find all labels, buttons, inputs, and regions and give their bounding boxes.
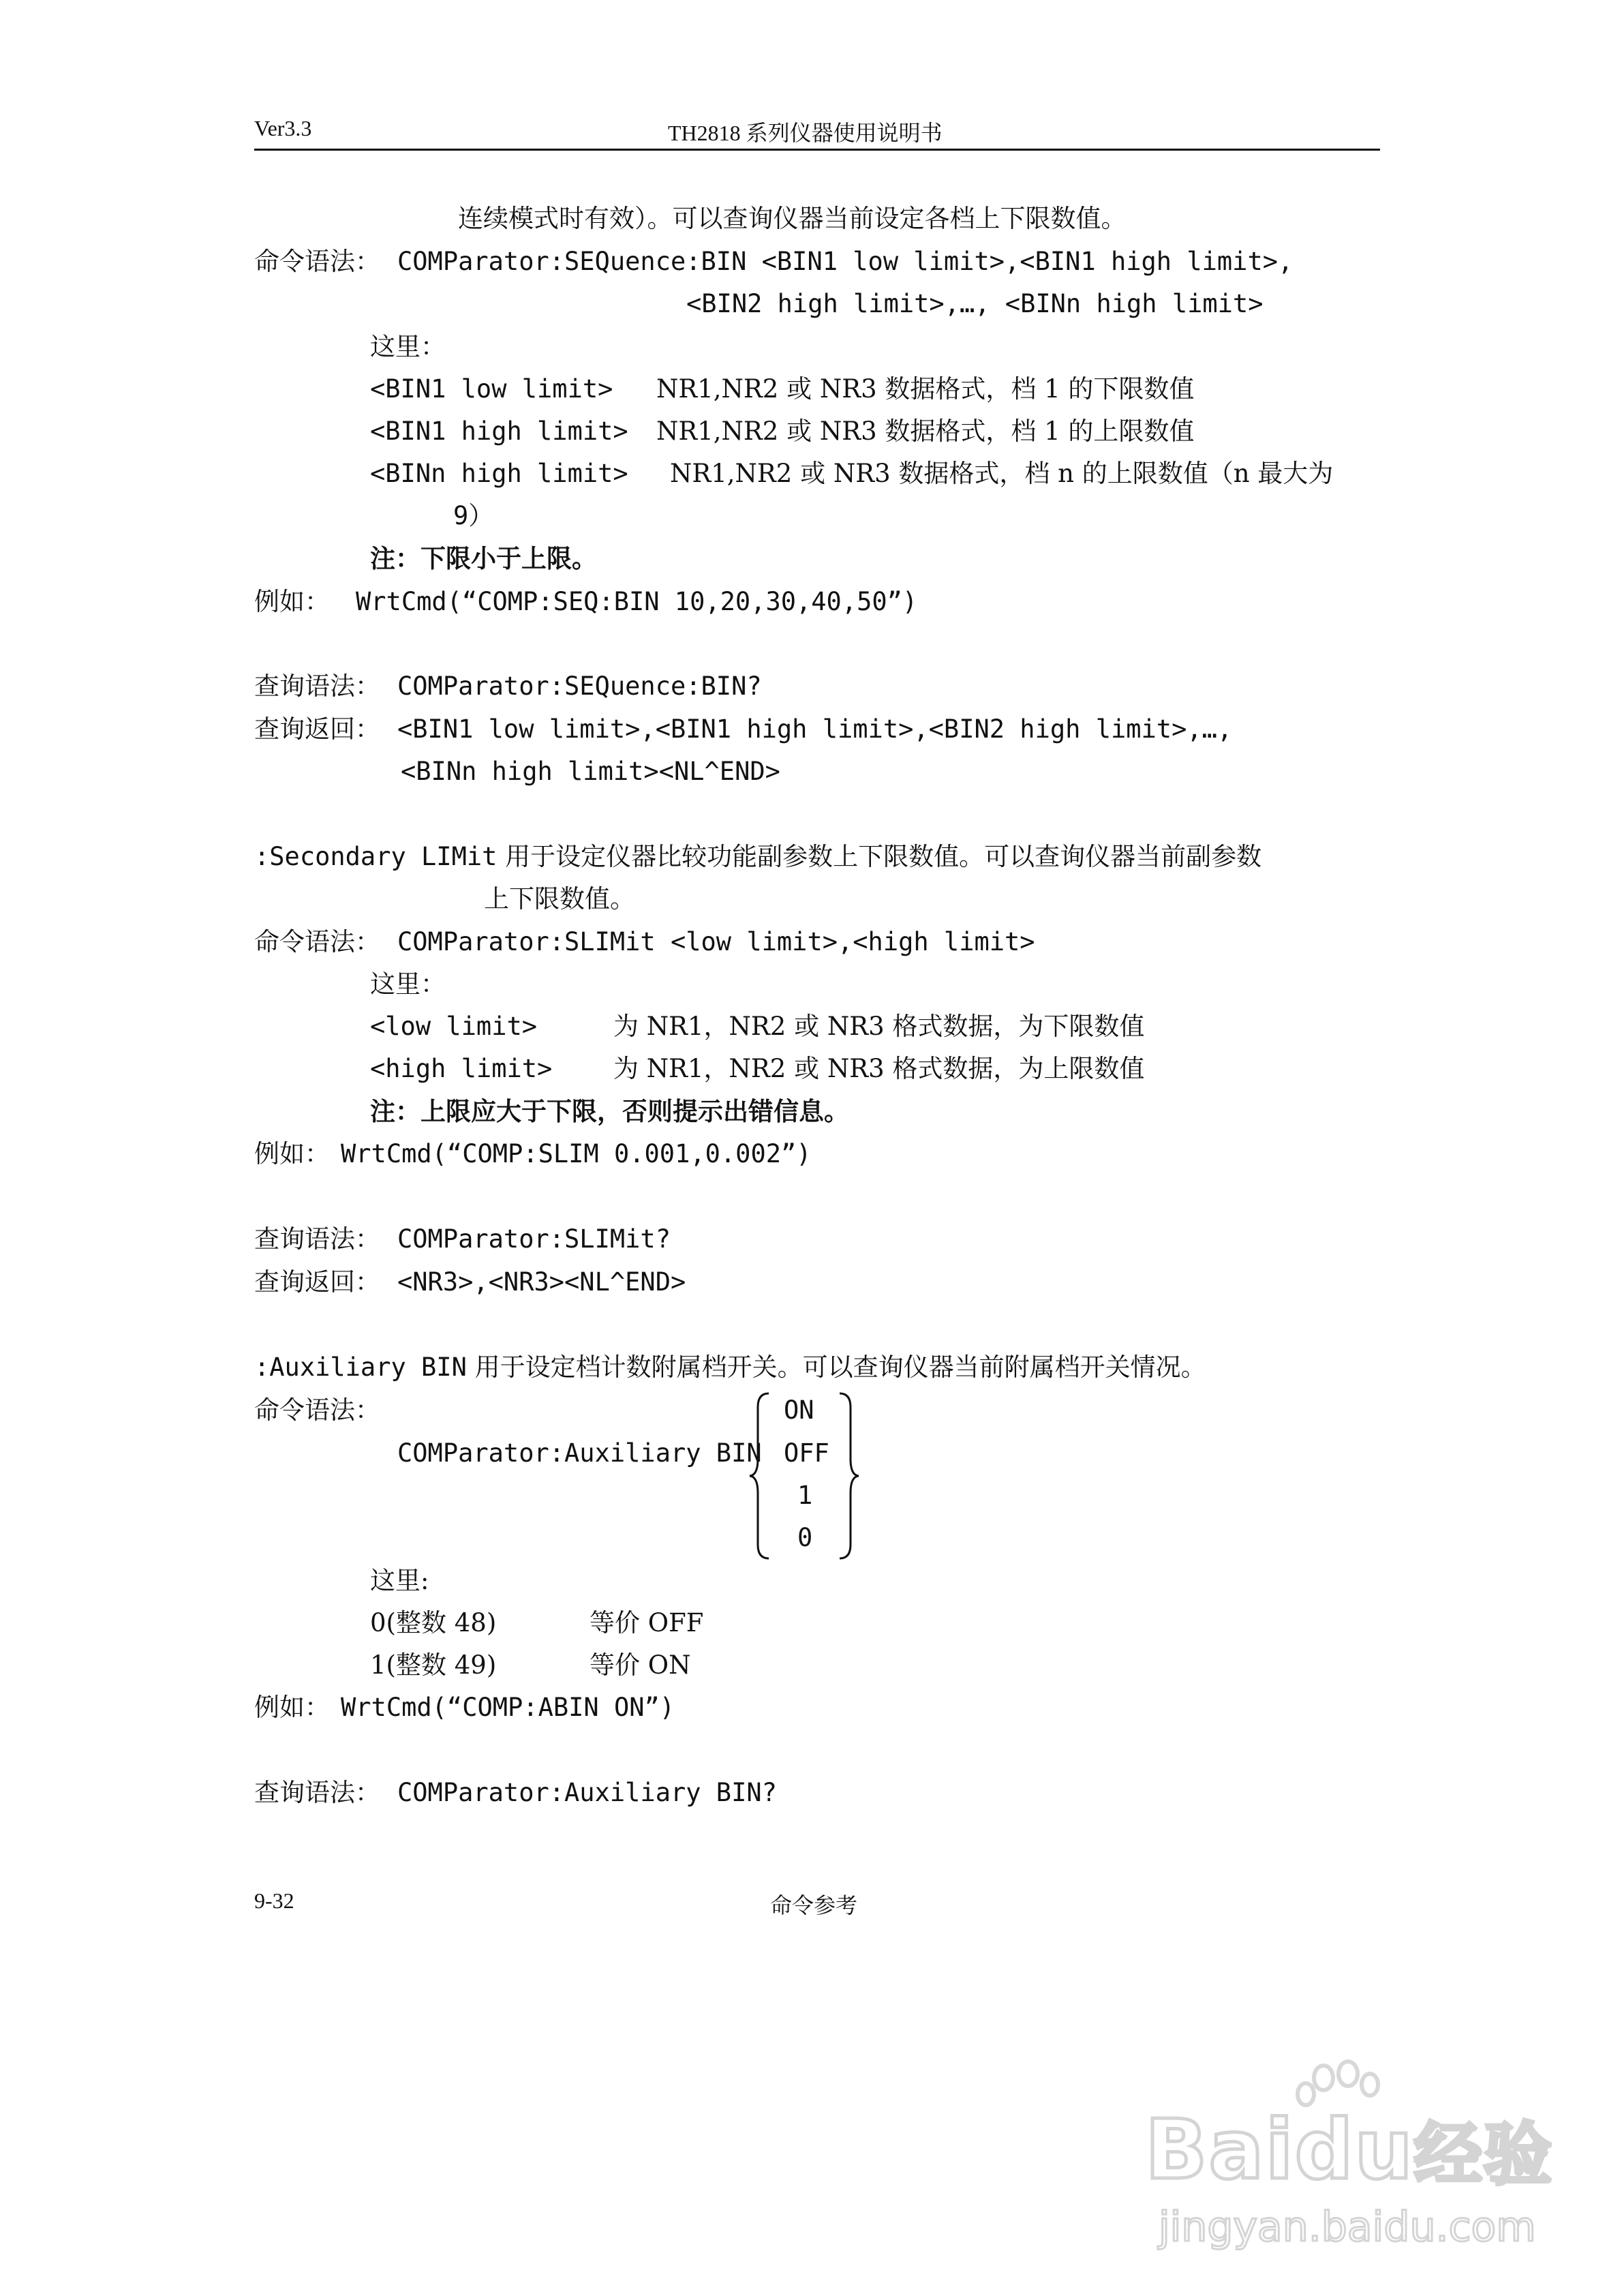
note: 注：上限应大于下限，否则提示出错信息。 (370, 1096, 849, 1126)
right-brace (837, 1391, 860, 1561)
param-name: <BINn high limit> (370, 459, 628, 488)
param-description: 等价 ON (590, 1650, 691, 1680)
param-name: 0(整数 48) (370, 1608, 497, 1637)
watermark-brand: Bai (1145, 2103, 1295, 2198)
query-label: 查询语法： (254, 1778, 380, 1807)
param-description: NR1,NR2 或 NR3 数据格式，档 1 的上限数值 (656, 417, 1195, 446)
example-text: WrtCmd(“COMP:SEQ:BIN 10,20,30,40,50”) (356, 587, 918, 616)
command-description: 用于设定仪器比较功能副参数上下限数值。可以查询仪器当前副参数 (497, 842, 1262, 871)
section-title (254, 844, 1261, 869)
param-name: <high limit> (370, 1054, 553, 1083)
syntax-text: COMParator:SLIMit <low limit>,<high limit> (397, 927, 1035, 956)
command-description: 用于设定档计数附属档开关。可以查询仪器当前附属档开关情况。 (466, 1353, 1206, 1382)
where-label: 这里: (370, 1566, 429, 1595)
example-text: WrtCmd(“COMP:SLIM 0.001,0.002”) (341, 1139, 812, 1168)
param-description: NR1,NR2 或 NR3 数据格式，档 n 的上限数值（n 最大为 (670, 459, 1334, 488)
query-text: COMParator:SEQuence:BIN? (397, 671, 762, 701)
example-label: 例如： (254, 1693, 330, 1722)
param-description-continued: 9） (453, 501, 494, 530)
param-description: 为 NR1，NR2 或 NR3 格式数据，为下限数值 (613, 1012, 1145, 1041)
syntax-text-continued: <BIN2 high limit>,…, <BINn high limit> (686, 289, 1264, 318)
return-label: 查询返回： (254, 714, 380, 744)
return-text: <NR3>,<NR3><NL^END> (397, 1267, 686, 1297)
syntax-label: 命令语法： (254, 247, 380, 276)
note: 注：下限小于上限。 (370, 543, 597, 573)
watermark-brand-2: du (1294, 2103, 1414, 2198)
query-text: COMParator:SLIMit? (397, 1224, 671, 1254)
example-text: WrtCmd(“COMP:ABIN ON”) (341, 1693, 675, 1722)
watermark-brand-cn: 经验 (1413, 2115, 1553, 2194)
param-description: 等价 OFF (590, 1608, 704, 1637)
header-version: Ver3.3 (254, 116, 312, 140)
header-title: TH2818 系列仪器使用说明书 (668, 121, 943, 145)
option-zero: 0 (797, 1523, 813, 1552)
param-name: 1(整数 49) (370, 1650, 497, 1680)
param-description: 为 NR1，NR2 或 NR3 格式数据，为上限数值 (613, 1054, 1145, 1083)
section-title (254, 1355, 1206, 1380)
command-name: :Secondary LIMit (254, 842, 498, 871)
footer-section: 命令参考 (770, 1893, 858, 1918)
command-description-continued: 上下限数值。 (484, 884, 635, 913)
param-name: <BIN1 high limit> (370, 417, 628, 446)
query-text: COMParator:Auxiliary BIN? (397, 1778, 777, 1807)
syntax-label: 命令语法： (254, 927, 380, 956)
query-label: 查询语法： (254, 671, 380, 701)
option-one: 1 (797, 1481, 813, 1510)
query-label: 查询语法： (254, 1224, 380, 1254)
where-label: 这里： (370, 332, 446, 361)
option-off: OFF (784, 1438, 829, 1468)
return-label: 查询返回： (254, 1267, 380, 1297)
syntax-text: COMParator:Auxiliary BIN (397, 1438, 762, 1468)
param-name: <BIN1 low limit> (370, 374, 613, 404)
param-name: <low limit> (370, 1012, 538, 1041)
baidu-watermark (1145, 2052, 1553, 2256)
watermark-url: jingyan.baidu.com (1159, 2203, 1536, 2251)
example-label: 例如： (254, 1139, 330, 1168)
command-name: :Auxiliary BIN (254, 1353, 467, 1382)
continuation-line: 连续模式时有效）。可以查询仪器当前设定各档上下限数值。 (458, 204, 1127, 233)
return-text: <BIN1 low limit>,<BIN1 high limit>,<BIN2 high limit>,…, (397, 714, 1233, 744)
example-label: 例如： (254, 587, 330, 616)
return-text-continued: <BINn high limit><NL^END> (401, 757, 780, 786)
header-rule (254, 149, 1380, 151)
syntax-label: 命令语法： (254, 1395, 380, 1425)
where-label: 这里： (370, 969, 446, 999)
left-brace (748, 1391, 771, 1561)
option-on: ON (784, 1395, 814, 1425)
page-number: 9-32 (254, 1888, 294, 1913)
param-description: NR1,NR2 或 NR3 数据格式，档 1 的下限数值 (656, 374, 1195, 404)
syntax-text: COMParator:SEQuence:BIN <BIN1 low limit>,<BIN1 high limit>, (397, 247, 1294, 276)
